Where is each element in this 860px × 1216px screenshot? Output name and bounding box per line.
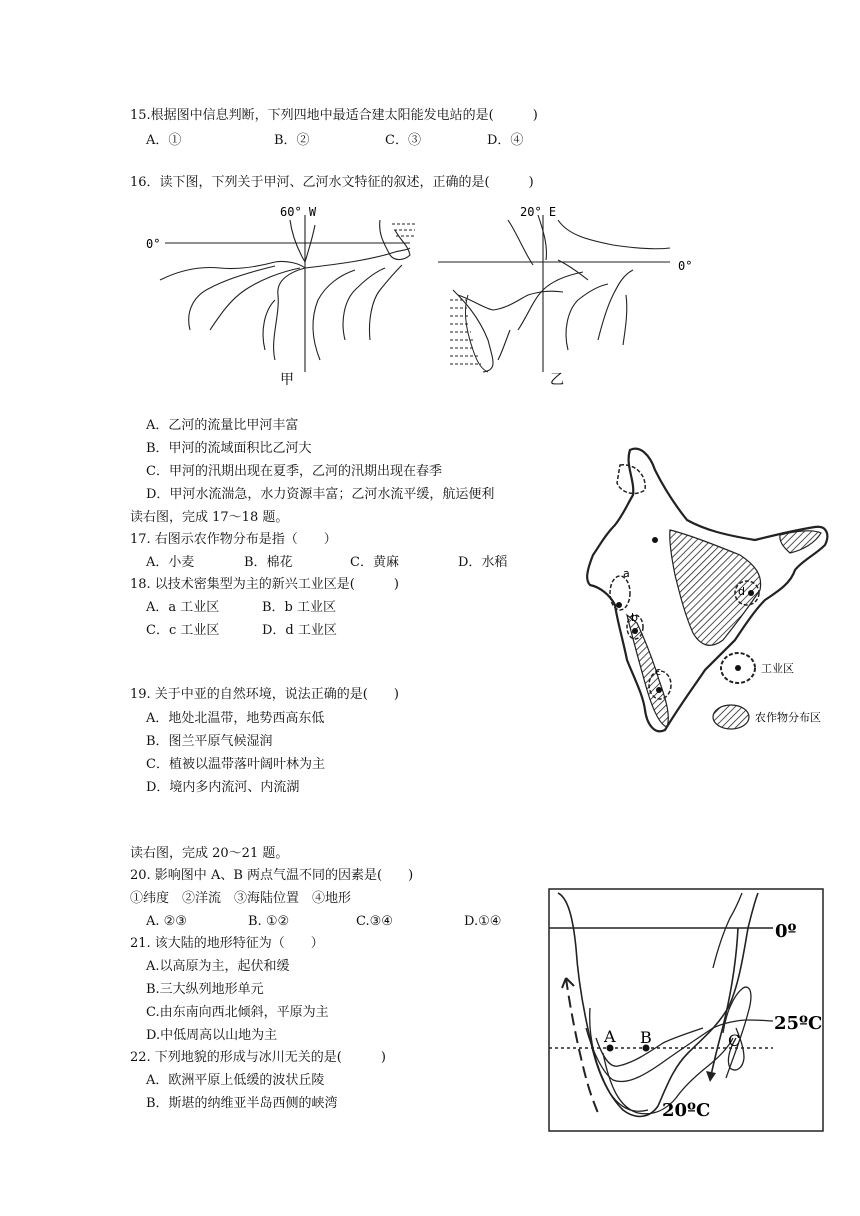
q20-option-d[interactable]: D.①④ xyxy=(464,914,502,929)
intro-20-21: 读右图，完成 20～21 题。 xyxy=(130,846,289,861)
q17-option-a[interactable]: A．小麦 xyxy=(146,555,195,570)
india-crop-map xyxy=(575,435,840,745)
q17-stem: 17. 右图示农作物分布是指（ ） xyxy=(130,532,337,547)
river-map-yi xyxy=(438,200,703,390)
q17-option-b[interactable]: B．棉花 xyxy=(244,555,293,570)
q16-option-c[interactable]: C．甲河的汛期出现在夏季，乙河的汛期出现在春季 xyxy=(146,464,442,479)
isotherm-25-label: 25ºC xyxy=(774,1013,823,1034)
jia-lon-label: 60° W xyxy=(280,205,317,219)
q17-option-d[interactable]: D．水稻 xyxy=(458,555,508,570)
q19-option-b[interactable]: B．图兰平原气候湿润 xyxy=(146,734,273,749)
india-point-d: d xyxy=(738,585,745,598)
q22-option-a[interactable]: A．欧洲平原上低缓的波状丘陵 xyxy=(146,1073,325,1088)
continent-point-c: C xyxy=(728,1031,741,1050)
q15-option-d[interactable]: D．④ xyxy=(487,133,524,148)
q18-option-a[interactable]: A．a 工业区 xyxy=(146,600,220,615)
q21-option-d[interactable]: D.中低周高以山地为主 xyxy=(146,1028,278,1043)
yi-name: 乙 xyxy=(550,372,564,388)
q16-stem: 16．读下图，下列关于甲河、乙河水文特征的叙述，正确的是( ) xyxy=(130,175,534,190)
q15-option-b[interactable]: B．② xyxy=(274,133,310,148)
q21-option-a[interactable]: A.以高原为主，起伏和缓 xyxy=(146,959,290,974)
legend-industrial-label: 工业区 xyxy=(761,662,794,675)
q16-option-a[interactable]: A．乙河的流量比甲河丰富 xyxy=(146,418,299,433)
yi-lon-label: 20° E xyxy=(520,205,557,219)
q21-option-c[interactable]: C.由东南向西北倾斜，平原为主 xyxy=(146,1005,329,1020)
q18-option-b[interactable]: B．b 工业区 xyxy=(262,600,337,615)
india-point-c: c xyxy=(655,665,662,678)
q21-stem: 21. 该大陆的地形特征为（ ） xyxy=(130,936,324,951)
q19-stem: 19. 关于中亚的自然环境，说法正确的是( ) xyxy=(130,687,399,702)
jia-name: 甲 xyxy=(280,372,294,388)
intro-17-18: 读右图，完成 17～18 题。 xyxy=(130,510,289,525)
q20-factors: ①纬度 ②洋流 ③海陆位置 ④地形 xyxy=(130,891,352,906)
q19-option-d[interactable]: D．境内多内流河、内流湖 xyxy=(146,780,300,795)
jia-lat-label: 0° xyxy=(146,237,161,251)
q19-option-c[interactable]: C．植被以温带落叶阔叶林为主 xyxy=(146,757,325,772)
q22-option-b[interactable]: B．斯堪的纳维亚半岛西侧的峡湾 xyxy=(146,1096,338,1111)
q20-option-b[interactable]: B. ①② xyxy=(248,914,290,929)
q15-stem: 15.根据图中信息判断，下列四地中最适合建太阳能发电站的是( ) xyxy=(130,108,538,123)
legend-crop-label: 农作物分布区 xyxy=(755,711,821,724)
continent-isotherm-map xyxy=(548,888,824,1132)
q18-option-d[interactable]: D．d 工业区 xyxy=(262,623,337,638)
legend-crop-symbol xyxy=(713,705,749,729)
continent-point-b: B xyxy=(640,1028,652,1047)
q17-option-c[interactable]: C．黄麻 xyxy=(350,555,399,570)
q16-option-d[interactable]: D．甲河水流湍急，水力资源丰富；乙河水流平缓，航运便利 xyxy=(146,487,495,502)
q19-option-a[interactable]: A．地处北温带，地势西高东低 xyxy=(146,711,325,726)
q18-stem: 18. 以技术密集型为主的新兴工业区是( ) xyxy=(130,577,399,592)
q20-option-a[interactable]: A. ②③ xyxy=(146,914,187,929)
q15-option-c[interactable]: C．③ xyxy=(385,133,421,148)
q16-option-b[interactable]: B．甲河的流域面积比乙河大 xyxy=(146,441,312,456)
q21-option-b[interactable]: B.三大纵列地形单元 xyxy=(146,982,264,997)
continent-point-a: A xyxy=(604,1027,616,1046)
india-point-b: b xyxy=(631,611,638,624)
q20-option-c[interactable]: C.③④ xyxy=(356,914,393,929)
yi-lat-label: 0° xyxy=(678,259,693,273)
river-map-jia xyxy=(140,200,430,390)
q20-stem: 20. 影响图中 A、B 两点气温不同的因素是( ) xyxy=(130,868,414,883)
q15-option-a[interactable]: A．① xyxy=(146,133,182,148)
q18-option-c[interactable]: C．c 工业区 xyxy=(146,623,220,638)
q22-stem: 22. 下列地貌的形成与冰川无关的是( ) xyxy=(130,1050,386,1065)
isotherm-20-label: 20ºC xyxy=(662,1100,711,1121)
india-point-a: a xyxy=(623,567,630,580)
equator-label: 0º xyxy=(775,921,797,942)
